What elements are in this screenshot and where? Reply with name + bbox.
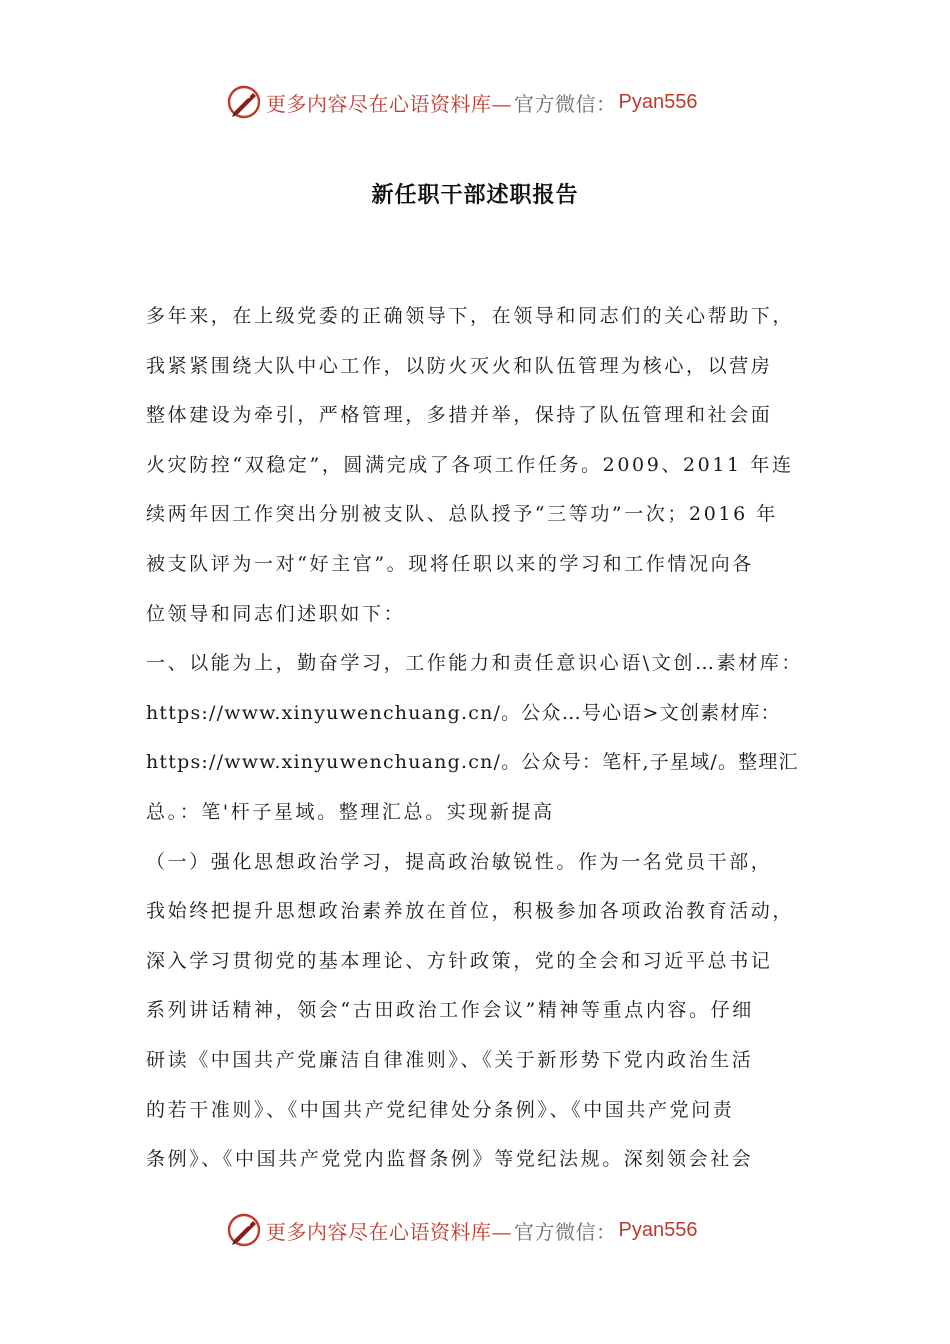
body-line: 深入学习贯彻党的基本理论、方针政策，党的全会和习近平总书记 — [146, 949, 773, 972]
banner-wechat-label: 官方微信： — [514, 91, 617, 116]
body-line: 位领导和同志们述职如下： — [146, 602, 406, 625]
body-line: 整体建设为牵引，严格管理，多措并举，保持了队伍管理和社会面 — [146, 404, 773, 427]
subsection-heading: （一）强化思想政治学习，提高政治敏锐性。作为一名党员干部， — [146, 850, 773, 873]
body-line: 被支队评为一对“好主官”。现将任职以来的学习和工作情况向各 — [146, 552, 754, 575]
body-line: 我紧紧围绕大队中心工作，以防火灭火和队伍管理为核心，以营房 — [146, 354, 773, 377]
body-line: 的若干准则》、《中国共产党纪律处分条例》、《中国共产党问责 — [146, 1098, 735, 1121]
pen-logo-icon — [226, 1212, 262, 1248]
body-line: 我始终把提升思想政治素养放在首位，积极参加各项政治教育活动， — [146, 900, 795, 923]
body-line: 续两年因工作突出分别被支队、总队授予“三等功”一次；2016 年 — [146, 503, 779, 526]
body-line: 条例》、《中国共产党党内监督条例》等党纪法规。深刻领会社会 — [146, 1148, 754, 1171]
banner-wechat-label: 官方微信： — [514, 1219, 617, 1244]
banner-text: 更多内容尽在心语资料库— — [266, 1219, 512, 1244]
pen-logo-icon — [226, 84, 262, 120]
body-line: 系列讲话精神，领会“古田政治工作会议”精神等重点内容。仔细 — [146, 999, 754, 1022]
body-line: 研读《中国共产党廉洁自律准则》、《关于新形势下党内政治生活 — [146, 1048, 754, 1071]
footer-watermark-banner — [0, 1210, 950, 1250]
body-line: 多年来，在上级党委的正确领导下，在领导和同志们的关心帮助下， — [146, 305, 795, 327]
header-watermark-banner — [0, 82, 950, 122]
body-line-url: https://www.xinyuwenchuang.cn/。公众…号心语>文创素材库： — [146, 701, 781, 724]
banner-wechat-id: Pyan556 — [618, 90, 698, 113]
body-line-url: https://www.xinyuwenchuang.cn/。公众号：笔杆,子星域/。整理汇 — [146, 751, 799, 774]
body-line: 总。：笔'杆子星域。整理汇总。实现新提高 — [146, 800, 555, 823]
section-heading: 一、以能为上，勤奋学习，工作能力和责任意识心语\文创…素材库： — [146, 652, 804, 675]
body-line: 火灾防控“双稳定”，圆满完成了各项工作任务。2009、2011 年连 — [146, 453, 794, 476]
banner-text: 更多内容尽在心语资料库— — [266, 91, 512, 116]
document-body — [146, 292, 826, 1185]
banner-wechat-id: Pyan556 — [618, 1218, 698, 1241]
document-title: 新任职干部述职报告 — [371, 182, 579, 208]
